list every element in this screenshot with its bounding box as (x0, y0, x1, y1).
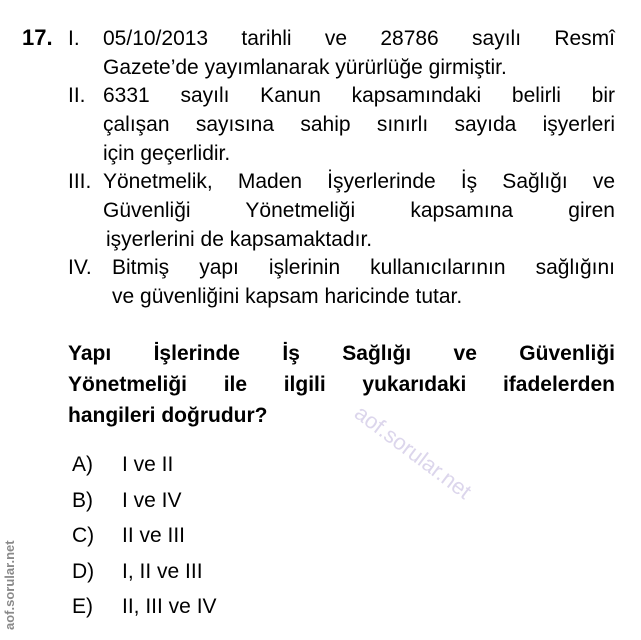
option-c-text: II ve III (122, 524, 186, 547)
option-e-letter: E) (72, 595, 93, 618)
option-d[interactable] (72, 554, 217, 590)
option-c[interactable] (72, 518, 217, 554)
statement-4 (68, 253, 618, 313)
statement-3-line-1: Yönetmelik, Maden İşyerlerinde İş Sağlığı ve (103, 170, 615, 193)
question-prompt-line-3: hangileri doğrudur? (68, 404, 268, 427)
watermark-vertical: aof.sorular.net (2, 540, 17, 630)
statement-2-line-2: çalışan sayısına sahip sınırlı sayıda işyerleri (103, 113, 615, 136)
question-prompt-line-2: Yönetmeliği ile ilgili yukarıdaki ifadelerden (68, 373, 615, 396)
watermark-diagonal: aof.sorular.net (349, 400, 477, 504)
statement-1 (68, 24, 618, 84)
statement-1-line-1: 05/10/2013 tarihli ve 28786 sayılı Resmî (103, 27, 615, 50)
statement-3 (68, 167, 618, 255)
option-e-text: II, III ve IV (122, 595, 217, 618)
statement-2-line-1: 6331 sayılı Kanun kapsamındaki belirli bir (103, 84, 615, 107)
option-e[interactable] (72, 589, 217, 625)
question-prompt (68, 338, 615, 431)
statement-4-line-1: Bitmiş yapı işlerinin kullanıcılarının sağlığını (112, 256, 615, 279)
question-prompt-line-1: Yapı İşlerinde İş Sağlığı ve Güvenliği (68, 342, 615, 365)
statement-4-roman: IV. (68, 256, 92, 279)
answer-options (72, 447, 217, 625)
option-c-letter: C) (72, 524, 95, 547)
statement-2 (68, 81, 618, 169)
option-b-letter: B) (72, 488, 93, 512)
statement-2-roman: II. (68, 84, 86, 107)
statement-2-line-3: için geçerlidir. (103, 142, 231, 165)
option-a[interactable] (72, 447, 217, 483)
option-b-text: I ve IV (122, 488, 182, 512)
statement-1-line-2: Gazete’de yayımlanarak yürürlüğe girmiştir. (103, 56, 507, 79)
option-a-text: I ve II (122, 453, 174, 476)
statement-3-line-2: Güvenliği Yönetmeliği kapsamına giren (103, 199, 615, 222)
option-b[interactable] (72, 483, 217, 519)
statement-3-line-3: işyerlerini de kapsamaktadır. (106, 228, 373, 251)
statement-3-roman: III. (68, 170, 92, 193)
statement-1-roman: I. (68, 27, 80, 50)
question-number: 17. (22, 25, 53, 50)
statement-4-line-2: ve güvenliğini kapsam haricinde tutar. (112, 285, 463, 308)
option-d-text: I, II ve III (122, 559, 203, 583)
option-d-letter: D) (72, 559, 95, 583)
option-a-letter: A) (72, 453, 93, 476)
